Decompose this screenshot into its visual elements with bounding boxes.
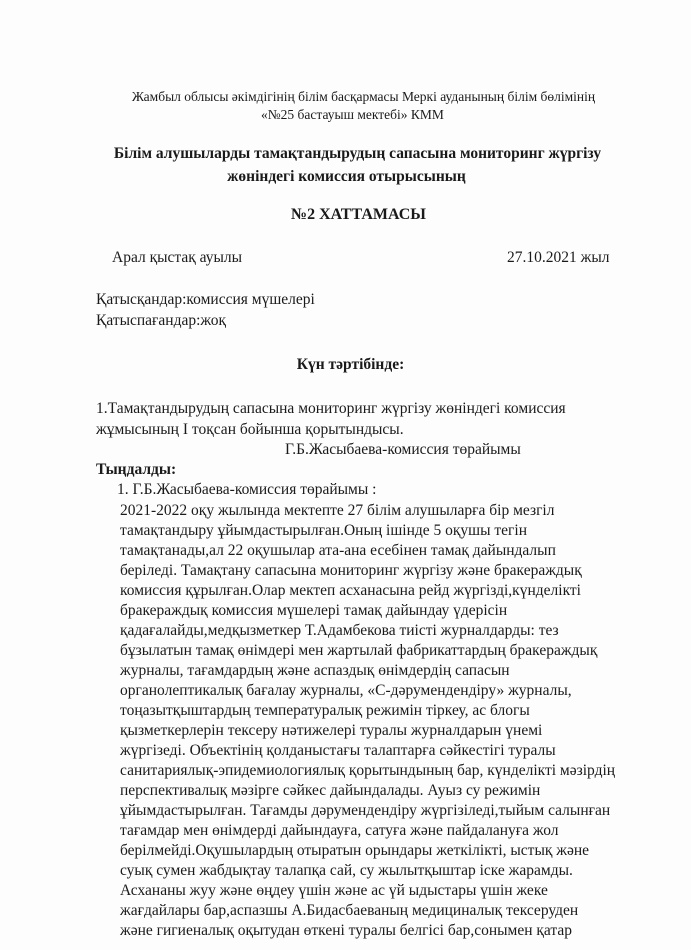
absent-participants: Қатыспағандар:жоқ <box>96 312 227 329</box>
paragraph-line: қадағалайды,медқызметкер Т.Адамбекова тиісті журналдарды: тез <box>120 622 559 639</box>
paragraph-line: бракераждық комиссия мүшелері тамақ дайындау үдерісін <box>120 602 508 619</box>
protocol-number: №2 ХАТТАМАСЫ <box>290 206 426 223</box>
paragraph-line: бұзылатын тамақ өнімдері мен жартылай фабрикаттардың бракераждық <box>120 642 598 659</box>
paragraph-line: тамақтандыру ұйымдастырылған.Оның ішінде 5 оқушы тегін <box>120 522 528 539</box>
paragraph-line: комиссия құрылған.Олар мектеп асханасына рейд жүргізді,күнделікті <box>120 582 581 599</box>
paragraph-line: және гигиеналық оқытудан өткені туралы белгісі бар,сонымен қатар <box>120 922 573 939</box>
paragraph-line: тамақтанады,ал 22 оқушылар ата-ана есебінен тамақ дайындалып <box>120 542 556 559</box>
organization-line-2: «№25 бастауыш мектебі» КММ <box>261 107 444 122</box>
document-title-line-1: Білім алушыларды тамақтандырудың сапасына мониторинг жүргізу <box>113 145 602 162</box>
organization-line-1: Жамбыл облысы әкімдігінің білім басқармасы Меркі ауданының білім бөлімінің <box>131 89 596 104</box>
meeting-date: 27.10.2021 жыл <box>507 249 610 266</box>
paragraph-line: суық сумен жабдықтау талапқа сай, су жылытқыштар іске жарамды. <box>120 862 573 879</box>
agenda-item-line-2: жұмысының І тоқсан бойынша қорытындысы. <box>96 421 404 438</box>
paragraph-line: 2021-2022 оқу жылында мектепте 27 білім алушыларға бір мезгіл <box>120 502 555 519</box>
paragraph-line: органолептикалық бағалау журналы, «С-дәрумендендіру» журналы, <box>120 682 572 699</box>
paragraph-line: жағдайлары бар,аспазшы А.Бидасбаеваның медициналық тексеруден <box>120 902 579 919</box>
present-participants: Қатысқандар:комиссия мүшелері <box>96 291 315 308</box>
agenda-item-line-1: 1.Тамақтандырудың сапасына мониторинг жүргізу жөніндегі комиссия <box>96 400 566 417</box>
agenda-heading: Күн тәртібінде: <box>296 356 405 373</box>
paragraph-line: жүргізеді. Объектінің қолданыстағы талаптарға сәйкестігі туралы <box>120 742 556 759</box>
heard-speaker-item: 1. Г.Б.Жасыбаева-комиссия төрайымы : <box>117 481 377 498</box>
document-title-line-2: жөніндегі комиссия отырысының <box>227 168 466 185</box>
paragraph-line: қызметкерлерін тексеру нәтижелері туралы журналдарын үнемі <box>120 722 543 739</box>
paragraph-line: санитариялық-эпидемиологиялық қорытындының бар, күнделікті мәзірдің <box>120 762 616 779</box>
heard-heading: Тыңдалды: <box>96 461 177 478</box>
agenda-speaker: Г.Б.Жасыбаева-комиссия төрайымы <box>285 441 521 458</box>
paragraph-line: перспективалық мәзірге сәйкес дайындалады. Ауыз су режимін <box>120 782 541 799</box>
paragraph-line: Асхананы жуу және өңдеу үшін және ас үй ыдыстары үшін жеке <box>120 882 548 899</box>
meeting-place: Арал қыстақ ауылы <box>112 249 243 266</box>
paragraph-line: тағамдар мен өнімдерді дайындауға, сатуға және пайдалануға жол <box>120 822 559 839</box>
paragraph-line: тоңазытқыштардың температуралық режимін тіркеу, ас блогы <box>120 702 530 719</box>
paragraph-line: журналы, тағамдардың және аспаздық өнімдердің сапасын <box>120 662 510 679</box>
paragraph-line: ұйымдастырылған. Тағамды дәрумендендіру жүргізіледі,тыйым салынған <box>120 802 611 819</box>
paragraph-line: беріледі. Тамақтану сапасына мониторинг жүргізу және бракераждық <box>120 562 582 579</box>
paragraph-line: берілмейді.Оқушылардың отыратын орындары жеткілікті, ыстық және <box>120 842 590 859</box>
